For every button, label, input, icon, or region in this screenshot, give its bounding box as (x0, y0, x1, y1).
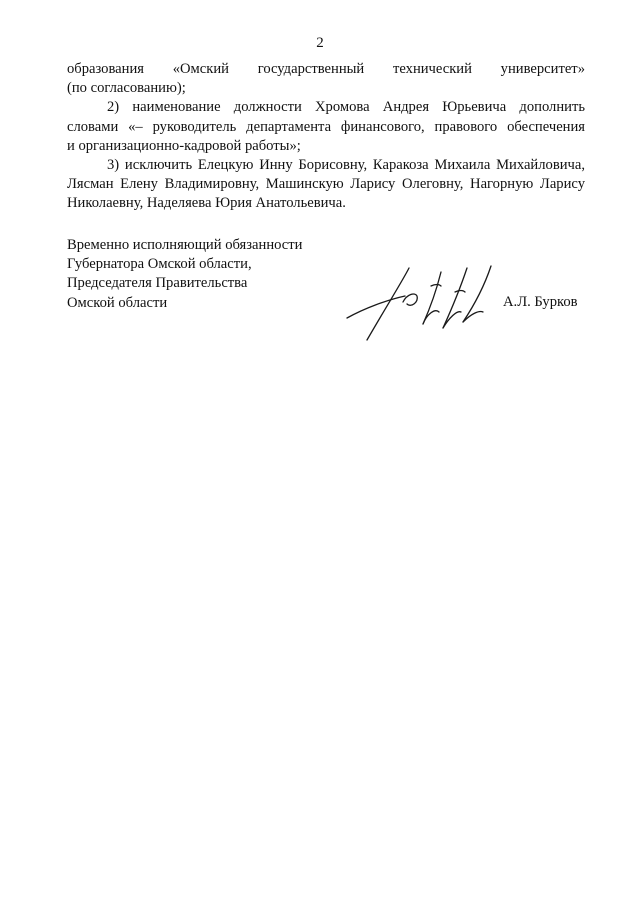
signatory-title-line: Омской области (67, 294, 168, 311)
text-line: Лясман Елену Владимировну, Машинскую Ларису Олеговну, Нагорную Ларису (67, 176, 585, 193)
signatory-title-line: Губернатора Омской области, (67, 256, 252, 273)
paragraph-item-2 (67, 98, 585, 156)
paragraph-continuation (67, 60, 585, 98)
text-line: Николаевну, Наделяева Юрия Анатольевича. (67, 195, 346, 212)
text-line: 3) исключить Елецкую Инну Борисовну, Каракоза Михаила Михайловича, (107, 157, 585, 174)
text-line: образования «Омский государственный технический университет» (67, 61, 585, 77)
page-number: 2 (316, 35, 324, 51)
signatory-title-line: Временно исполняющий обязанности (67, 237, 303, 253)
handwritten-signature (345, 262, 495, 342)
signatory-name: А.Л. Бурков (503, 294, 578, 310)
signatory-title (67, 236, 302, 313)
signatory-title-line: Председателя Правительства (67, 275, 248, 292)
text-line: (по согласованию); (67, 80, 186, 97)
document-body (67, 60, 585, 214)
text-line: и организационно-кадровой работы»; (67, 137, 301, 154)
text-line: 2) наименование должности Хромова Андрея Юрьевича дополнить (107, 99, 585, 116)
paragraph-item-3 (67, 156, 585, 214)
text-line: словами «– руководитель департамента финансового, правового обеспечения (67, 118, 585, 135)
